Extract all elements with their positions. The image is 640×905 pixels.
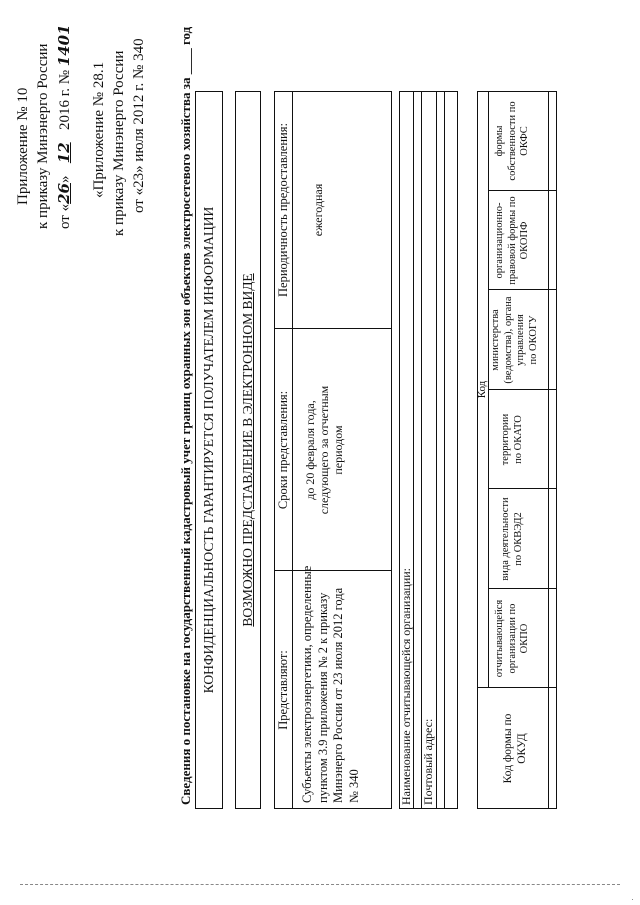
date-prefix: от « [57, 203, 73, 229]
codes-group-header: Код [476, 380, 488, 399]
header-who: Представляют: [276, 650, 290, 730]
okato-line-1: территории [500, 413, 511, 466]
address-spacer-divider [444, 91, 445, 809]
scan-edge-mark [632, 899, 633, 900]
appendix-original: «Приложение № 28.1 [91, 61, 107, 198]
who-line-2: пунктом 3.9 приложения № 2 к приказу [315, 592, 330, 803]
handwritten-day: 26 [55, 183, 73, 204]
okved-line-1: вида деятельности [500, 497, 511, 581]
date-year: 2016 г. № [57, 69, 73, 131]
header-periodicity: Периодичность предоставления: [276, 123, 290, 297]
form-code-line-2: ОКУД [515, 733, 528, 764]
deadline-text [303, 329, 345, 571]
handwritten-number: 1401 [55, 24, 73, 67]
okpo-line-3: ОКПО [519, 623, 530, 654]
who-text [300, 566, 362, 803]
okfs-line-2: собственности по [506, 101, 518, 181]
who-line-4: № 340 [346, 769, 361, 803]
okopf-line-3: ОКОПФ [519, 221, 530, 260]
who-line-3: Минэнерго России от 23 июля 2012 года [331, 587, 345, 803]
okogu-line-2: (ведомства), органа [502, 296, 514, 384]
info-header-divider [292, 91, 293, 809]
who-line-1: Субъекты электроэнергетики, определенные [300, 565, 314, 803]
appendix-original-date: от «23» июля 2012 г. № 340 [131, 38, 147, 213]
codes-value-divider [548, 91, 549, 809]
appendix-original-ref: к приказу Минэнерго России [111, 50, 127, 236]
okopf-line-1: организационно- [494, 202, 505, 279]
deadline-line-3: периодом [331, 425, 345, 475]
okogu-line-4: по ОКОГУ [527, 315, 539, 365]
okato-line-2: по ОКАТО [512, 415, 524, 464]
code-okopf [494, 191, 532, 290]
handwritten-month: 12 [55, 142, 73, 164]
code-okved [500, 489, 525, 589]
okogu-line-1: министерства [490, 309, 501, 371]
date-quote: » [57, 175, 73, 184]
code-okfs [494, 91, 532, 191]
okpo-line-2: организации по [506, 603, 518, 674]
form-title: Сведения о постановке на государственный кадастровый учет границ охранных зон объектов электросетевого хозяйства за ____ год [178, 26, 193, 805]
confidentiality-text: КОНФИДЕНЦИАЛЬНОСТЬ ГАРАНТИРУЕТСЯ ПОЛУЧАТЕЛЕМ ИНФОРМАЦИИ [201, 206, 216, 694]
okogu-line-3: управления [515, 314, 526, 366]
okved-line-2: по ОКВЭД2 [512, 512, 524, 566]
code-okpo [494, 589, 532, 688]
org-name-label: Наименование отчитывающейся организации: [399, 568, 413, 805]
electronic-text: ВОЗМОЖНО ПРЕДСТАВЛЕНИЕ В ЭЛЕКТРОННОМ ВИДЕ [240, 273, 255, 627]
appendix-order-date [55, 24, 75, 229]
code-okogu [490, 290, 540, 390]
org-spacer-divider [421, 91, 422, 809]
deadline-line-1: до 20 февраля года, [303, 400, 317, 500]
periodicity-value: ежегодная [311, 183, 325, 237]
okfs-line-3: ОКФС [519, 126, 530, 156]
deadline-line-2: следующего за отчетным [317, 385, 331, 515]
form-code-line-1: Код формы по [502, 713, 514, 784]
okopf-line-2: правовой формы по [506, 196, 518, 285]
appendix-number: Приложение № 10 [15, 87, 31, 205]
scan-noise-line [20, 884, 620, 885]
header-deadline: Сроки представления: [276, 390, 290, 510]
postal-address-label: Почтовый адрес: [421, 718, 435, 805]
code-okato [500, 390, 525, 489]
address-divider [436, 91, 437, 809]
okpo-line-1: отчитывающейся [494, 599, 505, 678]
form-code-okud [502, 688, 529, 809]
appendix-order-ref: к приказу Минэнерго России [35, 43, 51, 229]
okfs-line-1: формы [494, 125, 505, 157]
